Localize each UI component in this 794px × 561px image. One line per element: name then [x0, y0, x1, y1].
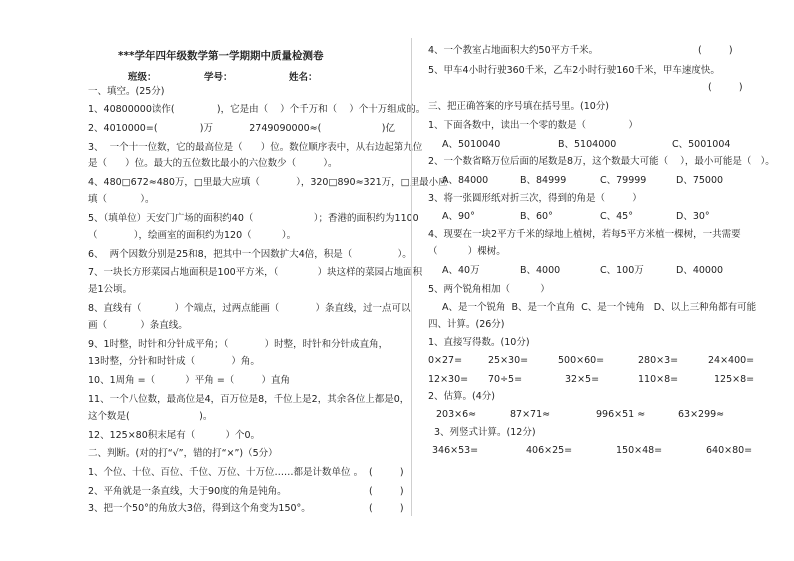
fill-line-8: （ ），绘画室的面积约为120（ ）。: [88, 230, 297, 241]
estimate-item2: 87×71≈: [510, 409, 551, 420]
fill-line-7: 5、（填单位）天安门广场的面积约40（ ）；香港的面积约为1100: [88, 213, 419, 224]
choice-q3-option-d: D、30°: [676, 211, 710, 222]
judge-answer-box-1: ( ): [369, 467, 404, 478]
calc-row2-item3: 32×5=: [565, 374, 600, 385]
calc-sub1-heading: 1、直接写得数。(10分): [428, 337, 530, 348]
fill-line-4: 是（ ）位。最大的五位数比最小的六位数少（ ）。: [88, 158, 338, 169]
vertical-calc-item3: 150×48=: [616, 445, 663, 456]
vertical-calc-item1: 346×53=: [432, 445, 479, 456]
choice-q5: 5、两个锐角相加（ ）: [428, 284, 550, 295]
choice-q4-option-d: D、40000: [676, 265, 724, 276]
judge-line-5: 5、甲车4小时行驶360千米，乙车2小时行驶160千米，甲车速度快。: [428, 65, 720, 76]
fill-line-6: 填（ ）。: [88, 194, 155, 205]
section4-heading: 四、计算。(26分): [428, 319, 505, 330]
fill-line-2: 2、4010000=( )万 2749090000≈( )亿: [88, 123, 395, 134]
section1-heading: 一、填空。(25分): [88, 86, 165, 97]
calc-row2-item2: 70÷5=: [488, 374, 523, 385]
choice-q2-option-a: A、84000: [442, 175, 489, 186]
calc-row1-item3: 500×60=: [558, 355, 605, 366]
vertical-calc-item2: 406×25=: [526, 445, 573, 456]
vertical-calc-item4: 640×80=: [706, 445, 753, 456]
fill-line-15: 13时整，分针和时针成（ ）角。: [88, 356, 260, 367]
judge-line-4: 4、一个教室占地面积大约50平方千米。: [428, 45, 599, 56]
choice-q1-option-b: B、5104000: [558, 139, 617, 150]
calc-row1-item4: 280×3=: [638, 355, 679, 366]
student-name-label: 姓名：: [289, 72, 318, 83]
section2-heading: 二、判断。(对的打“√”，错的打“×”)（5分）: [88, 448, 278, 459]
fill-line-18: 这个数是( )。: [88, 411, 213, 422]
choice-q2-option-d: D、75000: [676, 175, 724, 186]
judge-answer-box-3: ( ): [369, 503, 404, 514]
fill-line-1: 1、40800000读作( )，它是由（ ）个千万和（ ）个十万组成的。: [88, 104, 426, 115]
choice-q1-option-c: C、5001004: [672, 139, 731, 150]
calc-row1-item5: 24×400=: [708, 355, 755, 366]
choice-q4: 4、现要在一块2平方千米的绿地上植树，若每5平方米植一棵树，一共需要: [428, 229, 741, 240]
fill-line-9: 6、 两个因数分别是25和8，把其中一个因数扩大4倍，积是（ ）。: [88, 249, 412, 260]
fill-line-11: 是1公顷。: [88, 284, 133, 295]
choice-q2: 2、一个数省略万位后面的尾数是8万，这个数最大可能（ ），最小可能是（ ）。: [428, 156, 775, 167]
fill-line-16: 10、1周角 =（ ）平角 =（ ）直角: [88, 375, 290, 386]
fill-line-5: 4、480□672≈480万，□里最大应填（ ），320□890≈321万，□里最小应: [88, 177, 448, 188]
section3-heading: 三、把正确答案的序号填在括号里。(10分): [428, 101, 610, 112]
calc-row2-item5: 125×8=: [714, 374, 755, 385]
judge-line-2: 2、平角就是一条直线，大于90度的角是钝角。: [88, 486, 287, 497]
fill-line-19: 12、125×80积末尾有（ ）个0。: [88, 430, 261, 441]
fill-line-3: 3、 一个十一位数，它的最高位是（ ）位。数位顺序表中，从右边起第九位: [88, 142, 423, 153]
choice-q1: 1、下面各数中，读出一个零的数是（ ）: [428, 120, 638, 131]
choice-q3: 3、将一张圆形纸对折三次，得到的角是（ ）: [428, 193, 642, 204]
estimate-item3: 996×51 ≈: [596, 409, 646, 420]
fill-line-13: 画（ ）条直线。: [88, 320, 188, 331]
judge-answer-box-2: ( ): [369, 486, 404, 497]
calc-row1-item1: 0×27=: [428, 355, 463, 366]
judge-answer-box-4: ( ): [698, 45, 733, 56]
fill-line-14: 9、1时整，时针和分针成平角；（ ）时整，时针和分针成直角，: [88, 339, 389, 350]
choice-q5-options: A、是一个锐角 B、是一个直角 C、是一个钝角 D、以上三种角都有可能: [442, 302, 757, 313]
choice-q3-option-c: C、45°: [600, 211, 633, 222]
calc-sub3-heading: 3、列竖式计算。(12分): [434, 427, 536, 438]
choice-q4-option-b: B、4000: [520, 265, 561, 276]
choice-q4-option-a: A、40万: [442, 265, 480, 276]
judge-line-3: 3、把一个50°的角放大3倍，得到这个角变为150°。: [88, 503, 311, 514]
column-divider: [411, 38, 412, 516]
choice-q4-option-c: C、100万: [600, 265, 644, 276]
calc-sub2-heading: 2、估算。(4分): [428, 391, 496, 402]
calc-row1-item2: 25×30=: [488, 355, 529, 366]
choice-q3-option-b: B、60°: [520, 211, 553, 222]
choice-q1-option-a: A、5010040: [442, 139, 501, 150]
estimate-item4: 63×299≈: [678, 409, 725, 420]
student-number-label: 学号：: [204, 72, 233, 83]
fill-line-17: 11、一个八位数，最高位是4，百万位是8，千位上是2，其余各位上都是0，: [88, 394, 410, 405]
fill-line-12: 8、直线有（ ）个端点，过两点能画（ ）条直线，过一点可以: [88, 303, 411, 314]
calc-row2-item1: 12×30=: [428, 374, 469, 385]
exam-title: ***学年四年级数学第一学期期中质量检测卷: [118, 50, 324, 62]
fill-line-10: 7、一块长方形菜园占地面积是100平方米，（ ）块这样的菜园占地面积: [88, 267, 423, 278]
class-label: 班级：: [128, 72, 157, 83]
calc-row2-item4: 110×8=: [638, 374, 679, 385]
choice-q2-option-c: C、79999: [600, 175, 647, 186]
choice-q4-continued: （ ）棵树。: [428, 246, 506, 257]
estimate-item1: 203×6≈: [436, 409, 477, 420]
judge-answer-box-5: ( ): [708, 82, 743, 93]
judge-line-1: 1、个位、十位、百位、千位、万位、十万位……都是计数单位 。: [88, 467, 364, 478]
choice-q3-option-a: A、90°: [442, 211, 475, 222]
choice-q2-option-b: B、84999: [520, 175, 567, 186]
